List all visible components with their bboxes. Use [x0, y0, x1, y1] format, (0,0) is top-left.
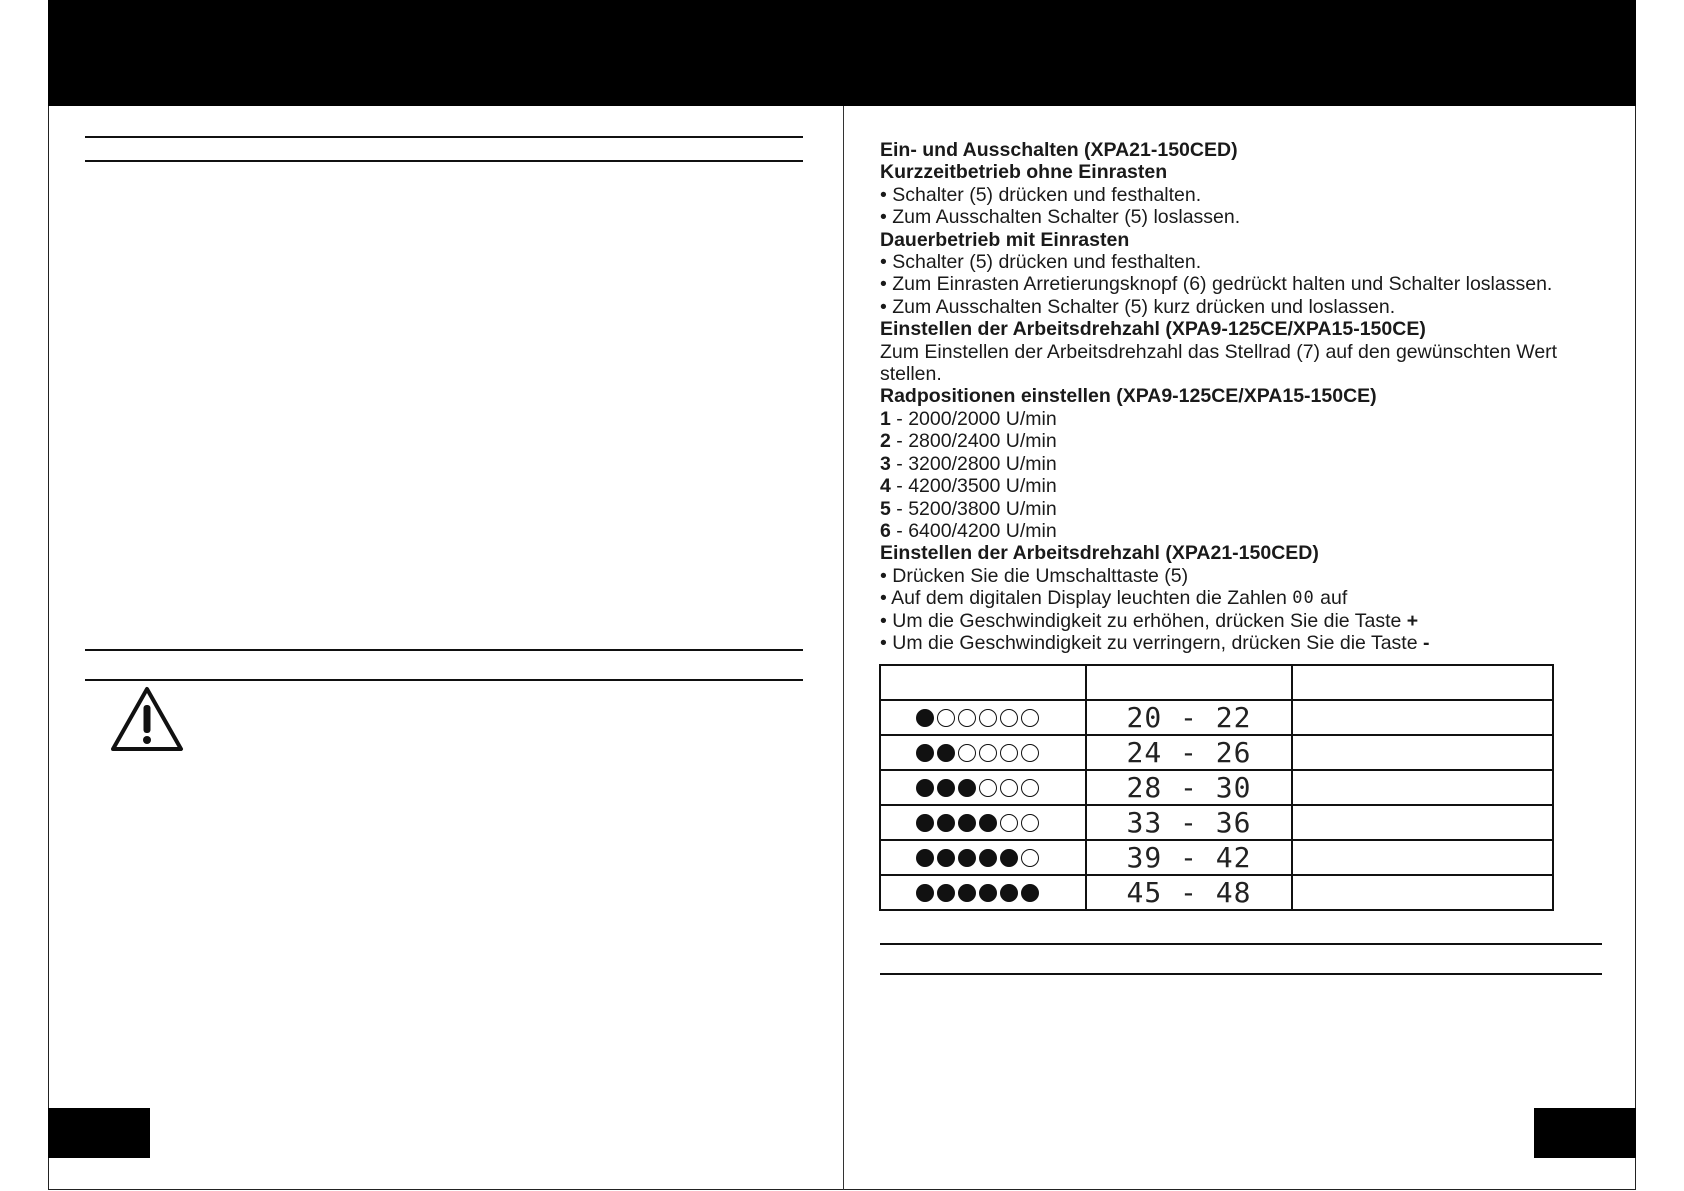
empty-dot-icon [958, 744, 976, 762]
filled-dot-icon [979, 849, 997, 867]
speed-range-display: 28 - 30 [1126, 771, 1252, 804]
right-page-content [880, 139, 1600, 654]
empty-dot-icon [1021, 814, 1039, 832]
filled-dot-icon [958, 779, 976, 797]
empty-dot-icon [1000, 779, 1018, 797]
speed-table [879, 664, 1554, 911]
speed-paragraph: Zum Einstellen der Arbeitsdrehzahl das Stellrad (7) auf den gewünschten Wert stellen. [880, 340, 1558, 386]
speed-empty-cell [1292, 700, 1553, 735]
intro-lines [880, 139, 1600, 341]
wheel-position-item [880, 408, 1600, 430]
filled-dot-icon [979, 884, 997, 902]
page-divider [843, 106, 844, 1190]
filled-dot-icon [958, 849, 976, 867]
speed-empty-cell [1292, 805, 1553, 840]
speed-level-cell [880, 875, 1086, 910]
speed-level-dots [881, 841, 1085, 874]
instruction-line: • Zum Ausschalten Schalter (5) loslassen. [880, 206, 1241, 229]
wheel-positions-list [880, 408, 1600, 542]
filled-dot-icon [916, 744, 934, 762]
right-page-number-block [1534, 1108, 1636, 1158]
instruction-line: • Schalter (5) drücken und festhalten. [880, 183, 1202, 206]
speed-level-cell [880, 735, 1086, 770]
filled-dot-icon [937, 744, 955, 762]
speed-range-cell [1086, 770, 1292, 805]
warning-triangle-icon [110, 686, 184, 752]
speed-level-cell [880, 840, 1086, 875]
header-bar [48, 0, 1636, 106]
speed-level-dots [881, 806, 1085, 839]
minus-key-label: - [1422, 631, 1430, 654]
filled-dot-icon [916, 884, 934, 902]
speed-table-row [880, 875, 1553, 910]
speed-level-cell [880, 770, 1086, 805]
empty-dot-icon [1000, 744, 1018, 762]
filled-dot-icon [937, 884, 955, 902]
plus-key-label: + [1406, 609, 1419, 632]
display-digits-glyph: 00 [1292, 588, 1315, 609]
section-heading: Einstellen der Arbeitsdrehzahl (XPA9-125CE/XPA15-150CE) [880, 318, 1426, 341]
digital-step-3 [880, 610, 1600, 632]
speed-table-row [880, 700, 1553, 735]
speed-table-row [880, 735, 1553, 770]
speed-range-cell [1086, 840, 1292, 875]
filled-dot-icon [916, 849, 934, 867]
filled-dot-icon [916, 709, 934, 727]
filled-dot-icon [958, 884, 976, 902]
speed-range-display: 24 - 26 [1126, 736, 1252, 769]
digital-step-2-text: • Auf dem digitalen Display leuchten die Zahlen [880, 587, 1293, 610]
wheel-position-item [880, 453, 1600, 475]
wheel-position-number: 2 [880, 430, 891, 453]
wheel-position-speed: - 2800/2400 U/min [890, 430, 1057, 453]
speed-range-cell [1086, 805, 1292, 840]
empty-dot-icon [979, 779, 997, 797]
left-rule-2 [85, 160, 803, 162]
left-rule-1 [85, 136, 803, 138]
section-heading: Ein- und Ausschalten (XPA21-150CED) [880, 139, 1238, 161]
speed-empty-cell [1292, 875, 1553, 910]
instruction-line: • Zum Einrasten Arretierungsknopf (6) gedrückt halten und Schalter loslassen. [880, 273, 1553, 296]
section-heading: Kurzzeitbetrieb ohne Einrasten [880, 161, 1168, 184]
speed-range-display: 33 - 36 [1126, 806, 1252, 839]
header-cell-3 [1292, 665, 1553, 700]
digital-step-2 [880, 587, 1600, 609]
wheel-position-speed: - 4200/3500 U/min [890, 475, 1057, 498]
right-rule-1 [880, 943, 1602, 945]
empty-dot-icon [937, 709, 955, 727]
left-rule-3 [85, 649, 803, 651]
speed-range-cell [1086, 700, 1292, 735]
filled-dot-icon [916, 779, 934, 797]
filled-dot-icon [937, 849, 955, 867]
left-rule-4 [85, 679, 803, 681]
speed-range-display: 39 - 42 [1126, 841, 1252, 874]
filled-dot-icon [1021, 884, 1039, 902]
filled-dot-icon [979, 814, 997, 832]
wheel-position-item [880, 430, 1600, 452]
empty-dot-icon [1000, 814, 1018, 832]
left-page-number-block [48, 1108, 150, 1158]
wheel-position-item [880, 475, 1600, 497]
digital-step-1: • Drücken Sie die Umschalttaste (5) [880, 564, 1189, 587]
empty-dot-icon [979, 744, 997, 762]
wheel-position-speed: - 2000/2000 U/min [890, 407, 1057, 430]
wheel-position-speed: - 3200/2800 U/min [890, 452, 1057, 475]
speed-level-cell [880, 700, 1086, 735]
speed-empty-cell [1292, 770, 1553, 805]
speed-table-row [880, 805, 1553, 840]
empty-dot-icon [1021, 744, 1039, 762]
filled-dot-icon [958, 814, 976, 832]
speed-level-dots [881, 736, 1085, 769]
digital-step-3-text: • Um die Geschwindigkeit zu erhöhen, drücken Sie die Taste [880, 609, 1407, 632]
instruction-line: • Zum Ausschalten Schalter (5) kurz drücken und loslassen. [880, 295, 1396, 318]
empty-dot-icon [1021, 709, 1039, 727]
wheel-heading: Radpositionen einstellen (XPA9-125CE/XPA15-150CE) [880, 385, 1377, 408]
wheel-position-item [880, 520, 1600, 542]
digital-step-4 [880, 632, 1600, 654]
speed-level-cell [880, 805, 1086, 840]
speed-table-header-row [880, 665, 1553, 700]
filled-dot-icon [937, 814, 955, 832]
empty-dot-icon [1000, 709, 1018, 727]
empty-dot-icon [958, 709, 976, 727]
digital-heading: Einstellen der Arbeitsdrehzahl (XPA21-150CED) [880, 542, 1319, 565]
wheel-position-speed: - 6400/4200 U/min [890, 519, 1057, 542]
digital-step-2-end: auf [1314, 587, 1348, 610]
wheel-position-number: 1 [880, 407, 891, 430]
wheel-position-number: 6 [880, 519, 891, 542]
speed-range-cell [1086, 735, 1292, 770]
speed-range-display: 20 - 22 [1126, 701, 1252, 734]
speed-table-row [880, 840, 1553, 875]
speed-range-display: 45 - 48 [1126, 876, 1252, 909]
section-heading: Dauerbetrieb mit Einrasten [880, 228, 1130, 251]
speed-empty-cell [1292, 840, 1553, 875]
wheel-position-speed: - 5200/3800 U/min [890, 497, 1057, 520]
speed-level-dots [881, 701, 1085, 734]
instruction-line: • Schalter (5) drücken und festhalten. [880, 251, 1202, 274]
filled-dot-icon [937, 779, 955, 797]
header-cell-2 [1086, 665, 1292, 700]
filled-dot-icon [1000, 884, 1018, 902]
wheel-position-number: 3 [880, 452, 891, 475]
header-cell-1 [880, 665, 1086, 700]
empty-dot-icon [1021, 779, 1039, 797]
speed-level-dots [881, 771, 1085, 804]
filled-dot-icon [1000, 849, 1018, 867]
speed-empty-cell [1292, 735, 1553, 770]
filled-dot-icon [916, 814, 934, 832]
empty-dot-icon [979, 709, 997, 727]
speed-range-cell [1086, 875, 1292, 910]
wheel-position-item [880, 498, 1600, 520]
right-rule-2 [880, 973, 1602, 975]
speed-table-row [880, 770, 1553, 805]
digital-step-4-text: • Um die Geschwindigkeit zu verringern, drücken Sie die Taste [880, 631, 1423, 654]
speed-level-dots [881, 876, 1085, 909]
wheel-position-number: 5 [880, 497, 891, 520]
wheel-position-number: 4 [880, 475, 891, 498]
empty-dot-icon [1021, 849, 1039, 867]
